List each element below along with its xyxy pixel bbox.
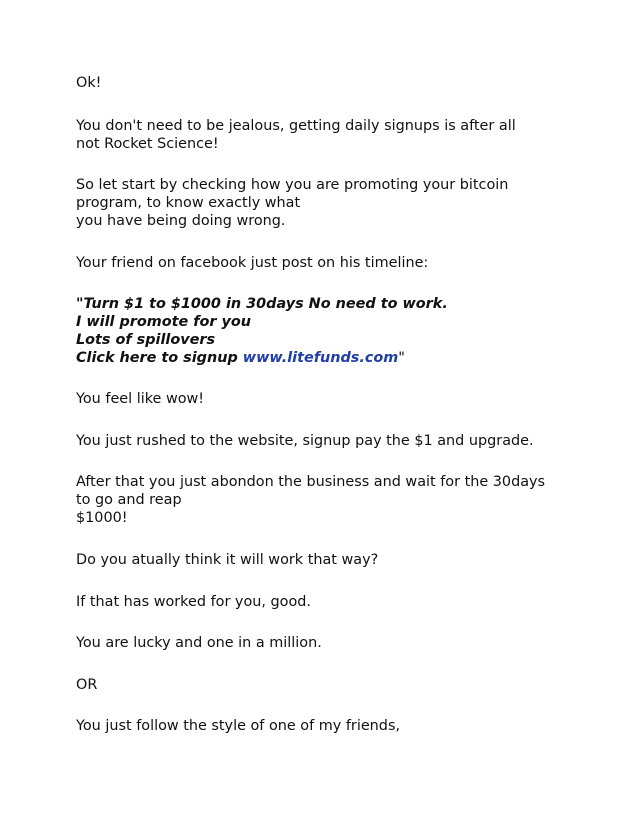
paragraph-facebook: Your friend on facebook just post on his timeline: xyxy=(76,255,429,271)
paragraph-abandon-line-1: After that you just abondon the business and wait for the 30days xyxy=(76,474,546,490)
quote-line-4 xyxy=(76,349,405,367)
paragraph-question: Do you atually think it will work that way? xyxy=(76,552,379,568)
paragraph-jealous-line-1: You don't need to be jealous, getting daily signups is after all xyxy=(76,118,516,134)
quote-line-3: Lots of spillovers xyxy=(76,332,216,348)
paragraph-abandon-line-2: to go and reap xyxy=(76,492,182,508)
paragraph-friends: You just follow the style of one of my friends, xyxy=(76,718,401,734)
paragraph-rushed: You just rushed to the website, signup pay the $1 and upgrade. xyxy=(76,433,534,449)
quote-line-1: "Turn $1 to $1000 in 30days No need to work. xyxy=(76,296,448,312)
quote-close-mark: " xyxy=(398,350,405,366)
paragraph-promoting-line-2: program, to know exactly what xyxy=(76,195,301,211)
paragraph-lucky: You are lucky and one in a million. xyxy=(76,635,322,651)
paragraph-wow: You feel like wow! xyxy=(76,391,205,407)
litefunds-link[interactable]: www.litefunds.com xyxy=(242,350,399,366)
quote-signup-text: Click here to signup xyxy=(76,350,243,366)
quote-line-2: I will promote for you xyxy=(76,314,252,330)
paragraph-promoting-line-3: you have being doing wrong. xyxy=(76,213,286,229)
paragraph-worked: If that has worked for you, good. xyxy=(76,594,311,610)
paragraph-or: OR xyxy=(76,677,98,693)
paragraph-jealous-line-2: not Rocket Science! xyxy=(76,136,219,152)
paragraph-abandon-line-3: $1000! xyxy=(76,510,128,526)
paragraph-promoting-line-1: So let start by checking how you are promoting your bitcoin xyxy=(76,177,509,193)
paragraph-ok: Ok! xyxy=(76,75,102,91)
